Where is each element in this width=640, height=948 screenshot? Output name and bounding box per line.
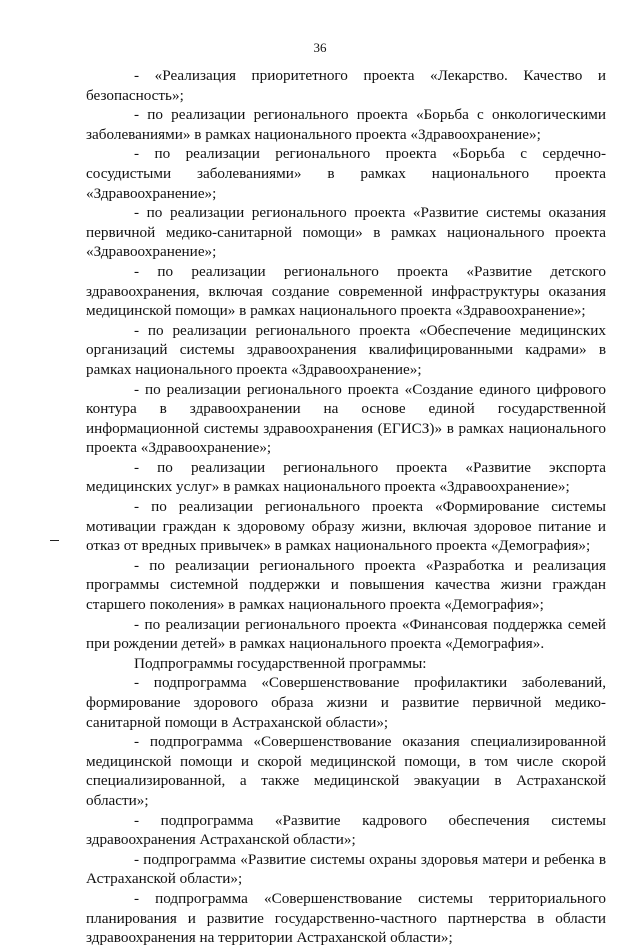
paragraph-3: - по реализации регионального проекта «Борьба с сердечно-сосудистыми заболеваниями» в рамках национального проекта «Здравоохранение»; [86,145,606,202]
paragraph-1: - «Реализация приоритетного проекта «Лекарство. Качество и безопасность»; [86,67,606,104]
paragraph-13: - подпрограмма «Совершенствование профилактики заболеваний, формирование здорового образа жизни и развитие первичной медико-санитарной помощи в Астраханской области»; [86,674,606,731]
paragraph-4: - по реализации регионального проекта «Развитие системы оказания первичной медико-санитарной помощи» в рамках национального проекта «Здравоохранение»; [86,204,606,261]
paragraph-7: - по реализации регионального проекта «Создание единого цифрового контура в здравоохранении на основе единой государственной информационной системы здравоохранения (ЕГИСЗ)» в рамках национального проекта «Здравоохранение»; [86,380,606,457]
paragraph-14: - подпрограмма «Совершенствование оказания специализированной медицинской помощи и скорой медицинской помощи, в том числе скорой специализированной, а также медицинской эвакуации в Астраханской области»; [86,733,606,809]
page-number: 36 [313,40,327,55]
paragraph-2: - по реализации регионального проекта «Борьба с онкологическими заболеваниями» в рамках национального проекта «Здравоохранение»; [86,106,606,143]
paragraph-6: - по реализации регионального проекта «Обеспечение медицинских организаций системы здравоохранения квалифицированными кадрами» в рамках национального проекта «Здравоохранение»; [86,321,606,378]
margin-mark [50,540,59,541]
paragraph-10: - по реализации регионального проекта «Разработка и реализация программы системной поддержки и повышения качества жизни граждан старшего поколения» в рамках национального проекта «Демография»; [86,556,606,614]
paragraph-17: - подпрограмма «Совершенствование системы территориального планирования и развитие государственно-частного партнерства в области здравоохранения на территории Астраханской области»; [86,889,606,947]
paragraph-15: - подпрограмма «Развитие кадрового обеспечения системы здравоохранения Астраханской области»; [86,811,606,849]
paragraph-8: - по реализации регионального проекта «Развитие экспорта медицинских услуг» в рамках национального проекта «Здравоохранение»; [86,458,606,496]
document-body [86,66,606,948]
paragraph-16: - подпрограмма «Развитие системы охраны здоровья матери и ребенка в Астраханской области»; [86,850,606,888]
paragraph-11: - по реализации регионального проекта «Финансовая поддержка семей при рождении детей» в рамках национального проекта «Демография». [86,615,606,653]
paragraph-9: - по реализации регионального проекта «Формирование системы мотивации граждан к здоровому образу жизни, включая здоровое питание и отказ от вредных привычек» в рамках национального проекта «Демография»; [86,498,606,555]
subprograms-heading: Подпрограммы государственной программы: [134,654,427,672]
paragraph-5: - по реализации регионального проекта «Развитие детского здравоохранения, включая создание современной инфраструктуры оказания медицинской помощи» в рамках национального проекта «Здравоохранение»; [86,262,606,320]
